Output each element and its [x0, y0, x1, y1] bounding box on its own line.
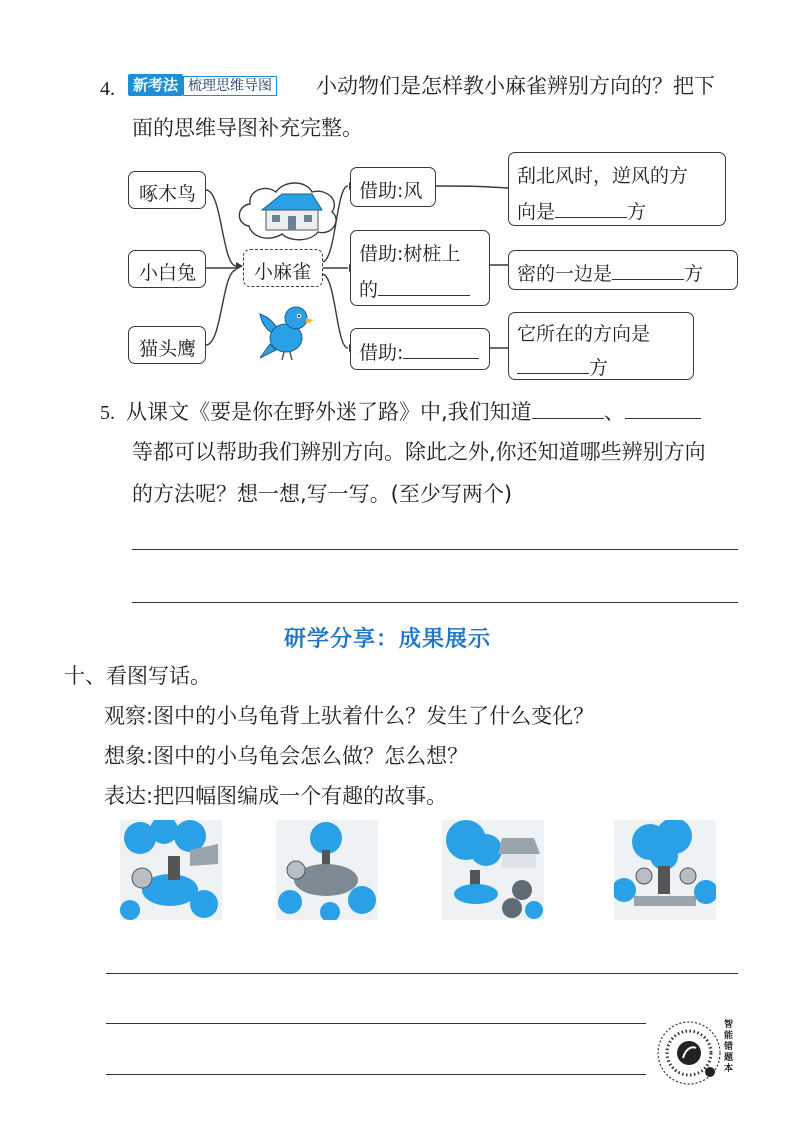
mindmap-mid-stump: 借助:树桩上 的	[350, 230, 490, 306]
mindmap-left-rabbit: 小白兔	[128, 250, 206, 288]
question-5-line1: 从课文《要是你在野外迷了路》中,我们知道 、	[126, 400, 701, 423]
owl-method-blank[interactable]	[403, 340, 479, 359]
mindmap-right-owl: 它所在的方向是 方	[508, 312, 694, 380]
question-10-title: 十、看图写话。	[64, 664, 211, 688]
q10-imagine: 想象:图中的小乌龟会怎么做？怎么想？	[104, 744, 469, 768]
q10-express: 表达:把四幅图编成一个有趣的故事。	[104, 784, 448, 808]
q5-blank-1[interactable]	[532, 400, 604, 419]
question-4-line2: 面的思维导图补充完整。	[132, 116, 363, 140]
question-5-number: 5.	[100, 402, 115, 424]
question-4-line1: 小动物们是怎样教小麻雀辨别方向的？把下	[316, 74, 715, 98]
mindmap-mid-owl: 借助:	[350, 328, 490, 370]
north-wind-blank[interactable]	[555, 199, 627, 218]
qr-code-icon[interactable]	[656, 1020, 722, 1086]
dense-side-blank[interactable]	[612, 261, 684, 280]
qr-label: 智能错题本	[724, 1020, 734, 1074]
mindmap-mid-wind: 借助:风	[350, 167, 436, 207]
question-4-tags	[128, 74, 277, 95]
mindmap-right-dense: 密的一边是 方	[508, 250, 738, 290]
bird-icon	[250, 300, 320, 364]
answer-line[interactable]	[132, 549, 738, 550]
mindmap-right-north-wind: 刮北风时，逆风的方 向是 方	[508, 152, 726, 226]
q10-observe: 观察:图中的小乌龟背上驮着什么？发生了什么变化？	[104, 704, 595, 728]
new-method-tag: 新考法	[128, 74, 183, 96]
writing-line[interactable]	[106, 973, 738, 974]
question-4-number: 4.	[100, 78, 115, 100]
story-picture-1	[120, 820, 222, 920]
mindmap-center-sparrow: 小麻雀	[243, 249, 323, 287]
story-picture-4	[614, 820, 716, 920]
section-heading: 研学分享：成果展示	[284, 627, 492, 652]
story-picture-2	[276, 820, 378, 920]
writing-line[interactable]	[106, 1074, 646, 1075]
mindmap-left-owl: 猫头鹰	[128, 326, 206, 364]
question-5-line2: 等都可以帮助我们辨别方向。除此之外,你还知道哪些辨别方向	[132, 440, 706, 464]
owl-direction-blank[interactable]	[517, 355, 589, 374]
answer-line[interactable]	[132, 602, 738, 603]
mindmap-tag: 梳理思维导图	[183, 76, 277, 96]
mindmap-left-woodpecker: 啄木鸟	[128, 171, 206, 209]
q5-blank-2[interactable]	[625, 400, 701, 419]
story-picture-3	[442, 820, 544, 920]
house-cloud-icon	[234, 176, 344, 246]
stump-blank[interactable]	[378, 277, 470, 296]
question-5-line3: 的方法呢？想一想,写一写。(至少写两个)	[132, 482, 513, 506]
writing-line[interactable]	[106, 1023, 646, 1024]
